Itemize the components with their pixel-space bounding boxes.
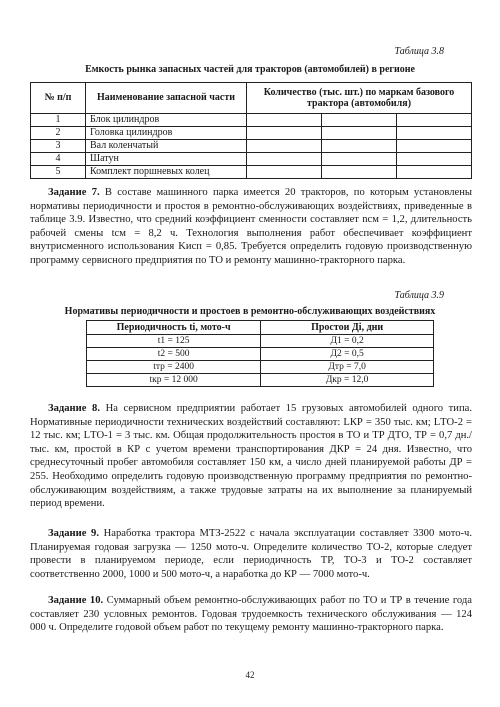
task-10 — [30, 594, 472, 635]
cell-qty-a — [247, 114, 322, 127]
cell-part: Головка цилиндров — [86, 127, 247, 140]
task-7-text: В составе машинного парка имеется 20 тракторов, по которым установлены нормативы периодичности и простоя в ремонтно-обслуживающих воздействиях, приведенные в таблице 3.9. Известно, что средний коэффициент сменности составляет nсм = 1,2, длительность рабочей смены tсм = 8,2 ч. Технология выполнения работ обеспечивает коэффициент внутрисменного использования Kисп = 0,85. Требуется определить годовую производственную программу сервисного предприятия по ТО и ремонту машинно-тракторного парка. — [30, 187, 472, 266]
cell-periodicity: tтр = 2400 — [87, 361, 261, 374]
cell-part: Вал коленчатый — [86, 140, 247, 153]
cell-qty-b — [321, 140, 396, 153]
cell-part: Комплект поршневых колец — [86, 166, 247, 179]
cell-qty-a — [247, 153, 322, 166]
cell-qty-b — [321, 153, 396, 166]
cell-num: 1 — [31, 114, 86, 127]
table-3-8-label: Таблица 3.8 — [394, 46, 444, 57]
cell-qty-b — [321, 166, 396, 179]
table-3-9-label: Таблица 3.9 — [394, 290, 444, 301]
cell-periodicity: t2 = 500 — [87, 348, 261, 361]
table-header-row — [31, 83, 472, 114]
task-8 — [30, 402, 472, 511]
cell-qty-c — [396, 114, 471, 127]
header-quantity: Количество (тыс. шт.) по маркам базового трактора (автомобиля) — [247, 83, 472, 114]
task-8-lead: Задание 8. — [48, 403, 100, 414]
page-number: 42 — [245, 670, 255, 680]
cell-qty-a — [247, 166, 322, 179]
cell-qty-b — [321, 127, 396, 140]
cell-qty-c — [396, 166, 471, 179]
cell-num: 3 — [31, 140, 86, 153]
table-3-8 — [30, 82, 472, 179]
cell-part: Блок цилиндров — [86, 114, 247, 127]
task-9-text: Наработка трактора МТЗ-2522 с начала эксплуатации составляет 3300 мото-ч. Планируемая годовая загрузка — 1250 мото-ч. Определите количество ТО-2, которые следует провести в планируемом периоде, если периодичность ТР, ТО-3 и ТО-2 составляет соответственно 2000, 1000 и 500 мото-ч, а наработка до КР — 7000 мото-ч. — [30, 528, 472, 580]
task-9-lead: Задание 9. — [48, 528, 99, 539]
cell-qty-c — [396, 127, 471, 140]
cell-num: 2 — [31, 127, 86, 140]
cell-downtime: Дкр = 12,0 — [261, 374, 434, 387]
header-num: № п/п — [31, 83, 86, 114]
header-periodicity: Периодичность ti, мото-ч — [87, 321, 261, 335]
table-row — [87, 361, 434, 374]
task-10-text: Суммарный объем ремонтно-обслуживающих работ по ТО и ТР в течение года составляет 230 условных ремонтов. Годовая трудоемкость технического обслуживания — 124 000 ч. Определите годовой объем работ по текущему ремонту машинно-тракторного парка. — [30, 595, 472, 634]
cell-qty-a — [247, 140, 322, 153]
cell-downtime: Д2 = 0,5 — [261, 348, 434, 361]
header-downtime: Простои Дi, дни — [261, 321, 434, 335]
table-row — [87, 348, 434, 361]
task-8-text: На сервисном предприятии работает 15 грузовых автомобилей одного типа. Нормативные периодичности технических воздействий составляют: LКР = 350 тыс. км; LТО-2 = 12 тыс. км; LТО-1 = 3 тыс. км. Общая продолжительность простоя в ТО и ТР ДТО, ТР = 0,7 дн./тыс. км, простой в КР с учетом времени транспортирования ДКР = 24 дня. Известно, что среднесуточный пробег автомобиля составляет 150 км, а число дней планируемой работы ДР = 255. Необходимо определить годовую производственную программу предприятия по ремонтно-обслуживающим воздействиям, а также трудовые затраты на их выполнение за планируемый период времени. — [30, 403, 472, 510]
header-part-name: Наименование запасной части — [86, 83, 247, 114]
table-row — [87, 335, 434, 348]
cell-part: Шатун — [86, 153, 247, 166]
cell-qty-c — [396, 153, 471, 166]
cell-qty-b — [321, 114, 396, 127]
cell-qty-c — [396, 140, 471, 153]
task-9 — [30, 527, 472, 581]
cell-periodicity: tкр = 12 000 — [87, 374, 261, 387]
task-7 — [30, 186, 472, 268]
table-3-8-caption: Емкость рынка запасных частей для тракторов (автомобилей) в регионе — [85, 64, 415, 75]
table-row — [31, 127, 472, 140]
table-row — [31, 153, 472, 166]
table-header-row — [87, 321, 434, 335]
cell-downtime: Дтр = 7,0 — [261, 361, 434, 374]
table-row — [31, 114, 472, 127]
table-row — [31, 166, 472, 179]
cell-num: 5 — [31, 166, 86, 179]
cell-num: 4 — [31, 153, 86, 166]
task-7-lead: Задание 7. — [48, 187, 100, 198]
table-3-9 — [86, 320, 434, 387]
table-row — [87, 374, 434, 387]
cell-downtime: Д1 = 0,2 — [261, 335, 434, 348]
cell-qty-a — [247, 127, 322, 140]
table-3-9-caption: Нормативы периодичности и простоев в ремонтно-обслуживающих воздействиях — [64, 306, 436, 317]
task-10-lead: Задание 10. — [48, 595, 104, 606]
cell-periodicity: t1 = 125 — [87, 335, 261, 348]
table-row — [31, 140, 472, 153]
